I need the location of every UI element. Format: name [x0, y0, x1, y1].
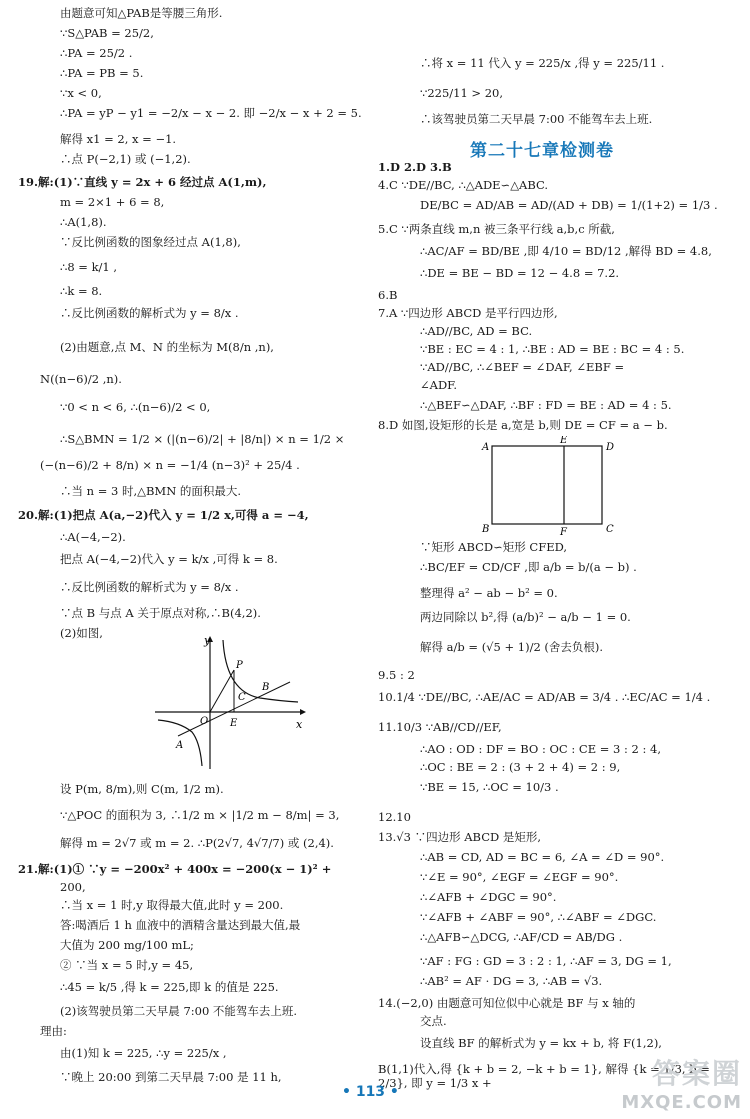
text-line: 理由: — [40, 1024, 67, 1038]
segment-op — [210, 670, 234, 712]
text-line: 把点 A(−4,−2)代入 y = k/x ,可得 k = 8. — [60, 552, 278, 566]
rectangle-figure — [480, 436, 616, 536]
text-line: ∴点 P(−2,1) 或 (−1,2). — [60, 152, 191, 166]
text-line: ∴∠AFB + ∠DGC = 90°. — [420, 890, 557, 904]
text-line: ∴△BEF∽△DAF, ∴BF : FD = BE : AD = 4 : 5. — [420, 398, 672, 412]
answer-8: 8.D 如图,设矩形的长是 a,宽是 b,则 DE = CF = a − b. — [378, 418, 668, 432]
text-line: ∵晚上 20:00 到第二天早晨 7:00 是 11 h, — [60, 1070, 282, 1084]
text-line: 解得 m = 2√7 或 m = 2. ∴P(2√7, 4√7/7) 或 (2,4). — [60, 836, 334, 850]
text-line: ∵∠AFB + ∠ABF = 90°, ∴∠ABF = ∠DGC. — [420, 910, 657, 924]
text-line: 200, — [60, 880, 86, 894]
label-b: B — [482, 524, 490, 535]
text-line: ∵S△PAB = 25/2, — [60, 26, 154, 40]
text-line: ∴反比例函数的解析式为 y = 8/x . — [60, 306, 239, 320]
text-line: 两边同除以 b²,得 (a/b)² − a/b − 1 = 0. — [420, 610, 631, 624]
text-line: ∵BE = 15, ∴OC = 10/3 . — [420, 780, 559, 794]
text-line: 由(1)知 k = 225, ∴y = 225/x , — [60, 1046, 227, 1060]
text-line: ∵△POC 的面积为 3, ∴1/2 m × |1/2 m − 8/m| = 3, — [60, 808, 340, 822]
answer-6: 6.B — [378, 288, 398, 302]
text-line: N((n−6)/2 ,n). — [40, 372, 122, 386]
text-line: ∵反比例函数的图象经过点 A(1,8), — [60, 235, 241, 249]
text-line: 由题意可知△PAB是等腰三角形. — [60, 6, 223, 20]
text-line: (2)由题意,点 M、N 的坐标为 M(8/n ,n), — [60, 340, 274, 354]
text-line: ∴AC/AF = BD/BE ,即 4/10 = BD/12 ,解得 BD = 4.8, — [420, 244, 712, 258]
text-line: ∴△AFB∽△DCG, ∴AF/CD = AB/DG . — [420, 930, 623, 944]
text-line: 整理得 a² − ab − b² = 0. — [420, 586, 558, 600]
answer-10: 10.1/4 ∵DE//BC, ∴AE/AC = AD/AB = 3/4 . ∴EC/AC = 1/4 . — [378, 690, 711, 704]
rectangle-abcd — [492, 446, 602, 524]
text-line: 交点. — [420, 1014, 447, 1028]
label-a: A — [176, 740, 184, 751]
problem-19: 19.解:(1)∵直线 y = 2x + 6 经过点 A(1,m), — [18, 175, 267, 189]
label-e: E — [230, 718, 238, 729]
text-line: 解得 x1 = 2, x = −1. — [60, 132, 177, 146]
text-line: ∵0 < n < 6, ∴(n−6)/2 < 0, — [60, 400, 211, 414]
watermark-logo-text: 答案圈 — [651, 1057, 742, 1090]
label-b: B — [262, 682, 270, 693]
text-line: ∴PA = 25/2 . — [60, 46, 133, 60]
text-line: ∴A(−4,−2). — [60, 530, 126, 544]
text-line: ∵∠E = 90°, ∠EGF = ∠EGF = 90°. — [420, 870, 619, 884]
answer-4: 4.C ∵DE//BC, ∴△ADE∽△ABC. — [378, 178, 549, 192]
text-line: (2)该驾驶员第二天早晨 7:00 不能驾车去上班. — [60, 1004, 298, 1018]
answer-14: 14.(−2,0) 由题意可知位似中心就是 BF 与 x 轴的 — [378, 996, 636, 1010]
text-line: ∴45 = k/5 ,得 k = 225,即 k 的值是 225. — [60, 980, 279, 994]
text-line: ∵AF : FG : GD = 3 : 2 : 1, ∴AF = 3, DG = 1, — [420, 954, 672, 968]
label-c: C — [606, 524, 614, 535]
chapter-title: 第二十七章检测卷 — [470, 141, 614, 161]
text-line: ∴反比例函数的解析式为 y = 8/x . — [60, 580, 239, 594]
watermark — [621, 1052, 742, 1113]
text-line: ∵225/11 > 20, — [420, 86, 504, 100]
label-a: A — [482, 442, 490, 453]
label-e: E — [560, 436, 568, 446]
text-line: ② ∵当 x = 5 时,y = 45, — [60, 958, 194, 972]
answer-5: 5.C ∵两条直线 m,n 被三条平行线 a,b,c 所截, — [378, 222, 615, 236]
text-line: (2)如图, — [60, 626, 103, 640]
problem-21: 21.解:(1)① ∵y = −200x² + 400x = −200(x − 1)² + — [18, 862, 332, 876]
text-line: 解得 a/b = (√5 + 1)/2 (舍去负根). — [420, 640, 604, 654]
text-line: ∴AD//BC, AD = BC. — [420, 324, 533, 338]
text-line: ∴PA = PB = 5. — [60, 66, 144, 80]
text-line: ∴k = 8. — [60, 284, 103, 298]
text-line: 大值为 200 mg/100 mL; — [60, 938, 194, 952]
text-line: ∴AB² = AF · DG = 3, ∴AB = √3. — [420, 974, 603, 988]
text-line: 设直线 BF 的解析式为 y = kx + b, 将 F(1,2), — [420, 1036, 662, 1050]
text-line: ∵点 B 与点 A 关于原点对称,∴B(4,2). — [60, 606, 261, 620]
answer-11: 11.10/3 ∵AB//CD//EF, — [378, 720, 502, 734]
answer-7: 7.A ∵四边形 ABCD 是平行四边形, — [378, 306, 558, 320]
label-f: F — [560, 527, 567, 536]
text-line: DE/BC = AD/AB = AD/(AD + DB) = 1/(1+2) = 1/3 . — [420, 198, 718, 212]
text-line: ∴DE = BE − BD = 12 − 4.8 = 7.2. — [420, 266, 620, 280]
text-line: ∴该驾驶员第二天早晨 7:00 不能驾车去上班. — [420, 112, 653, 126]
label-y: y — [204, 634, 211, 647]
watermark-url: MXQE.COM — [621, 1092, 742, 1113]
text-line: (−(n−6)/2 + 8/n) × n = −1/4 (n−3)² + 25/4 . — [40, 458, 300, 472]
page-number: • 113 • — [342, 1084, 399, 1100]
text-line: ∵x < 0, — [60, 86, 102, 100]
label-c: C — [238, 692, 246, 703]
text-line: ∴将 x = 11 代入 y = 225/x ,得 y = 225/11 . — [420, 56, 665, 70]
text-line: 答:喝酒后 1 h 血液中的酒精含量达到最大值,最 — [60, 918, 301, 932]
label-x: x — [296, 718, 303, 731]
problem-20: 20.解:(1)把点 A(a,−2)代入 y = 1/2 x,可得 a = −4, — [18, 508, 309, 522]
label-p: P — [236, 660, 243, 671]
text-line: ∵BE : EC = 4 : 1, ∴BE : AD = BE : BC = 4 : 5. — [420, 342, 685, 356]
text-line: ∴8 = k/1 , — [60, 260, 118, 274]
text-line: ∴当 x = 1 时,y 取得最大值,此时 y = 200. — [60, 898, 284, 912]
text-line: ∴AO : OD : DF = BO : OC : CE = 3 : 2 : 4, — [420, 742, 662, 756]
text-line: ∴S△BMN = 1/2 × (|(n−6)/2| + |8/n|) × n = 1/2 × — [60, 432, 345, 446]
text-line: ∠ADF. — [420, 378, 458, 392]
text-line: ∴PA = yP − y1 = −2/x − x − 2. 即 −2/x − x + 2 = 5. — [60, 106, 362, 120]
answer-9: 9.5 : 2 — [378, 668, 415, 682]
text-line: ∴AB = CD, AD = BC = 6, ∠A = ∠D = 90°. — [420, 850, 665, 864]
text-line: ∵矩形 ABCD∽矩形 CFED, — [420, 540, 568, 554]
text-line: B(1,1)代入,得 {k + b = 2, −k + b = 1}, 解得 {k = 1/3, b = 2/3}, 即 y = 1/3 x + — [378, 1062, 710, 1090]
text-line: ∴当 n = 3 时,△BMN 的面积最大. — [60, 484, 242, 498]
label-o: O — [200, 716, 209, 727]
answers-1-3: 1.D 2.D 3.B — [378, 160, 452, 174]
text-line: ∴A(1,8). — [60, 215, 107, 229]
text-line: ∴BC/EF = CD/CF ,即 a/b = b/(a − b) . — [420, 560, 637, 574]
answer-13: 13.√3 ∵四边形 ABCD 是矩形, — [378, 830, 542, 844]
text-line: 设 P(m, 8/m),则 C(m, 1/2 m). — [60, 782, 224, 796]
hyperbola-figure — [150, 634, 310, 772]
text-line: m = 2×1 + 6 = 8, — [60, 195, 165, 209]
text-line: ∵AD//BC, ∴∠BEF = ∠DAF, ∠EBF = — [420, 360, 625, 374]
answer-12: 12.10 — [378, 810, 411, 824]
text-line: ∴OC : BE = 2 : (3 + 2 + 4) = 2 : 9, — [420, 760, 621, 774]
x-axis-arrow — [300, 709, 306, 715]
label-d: D — [606, 442, 615, 453]
